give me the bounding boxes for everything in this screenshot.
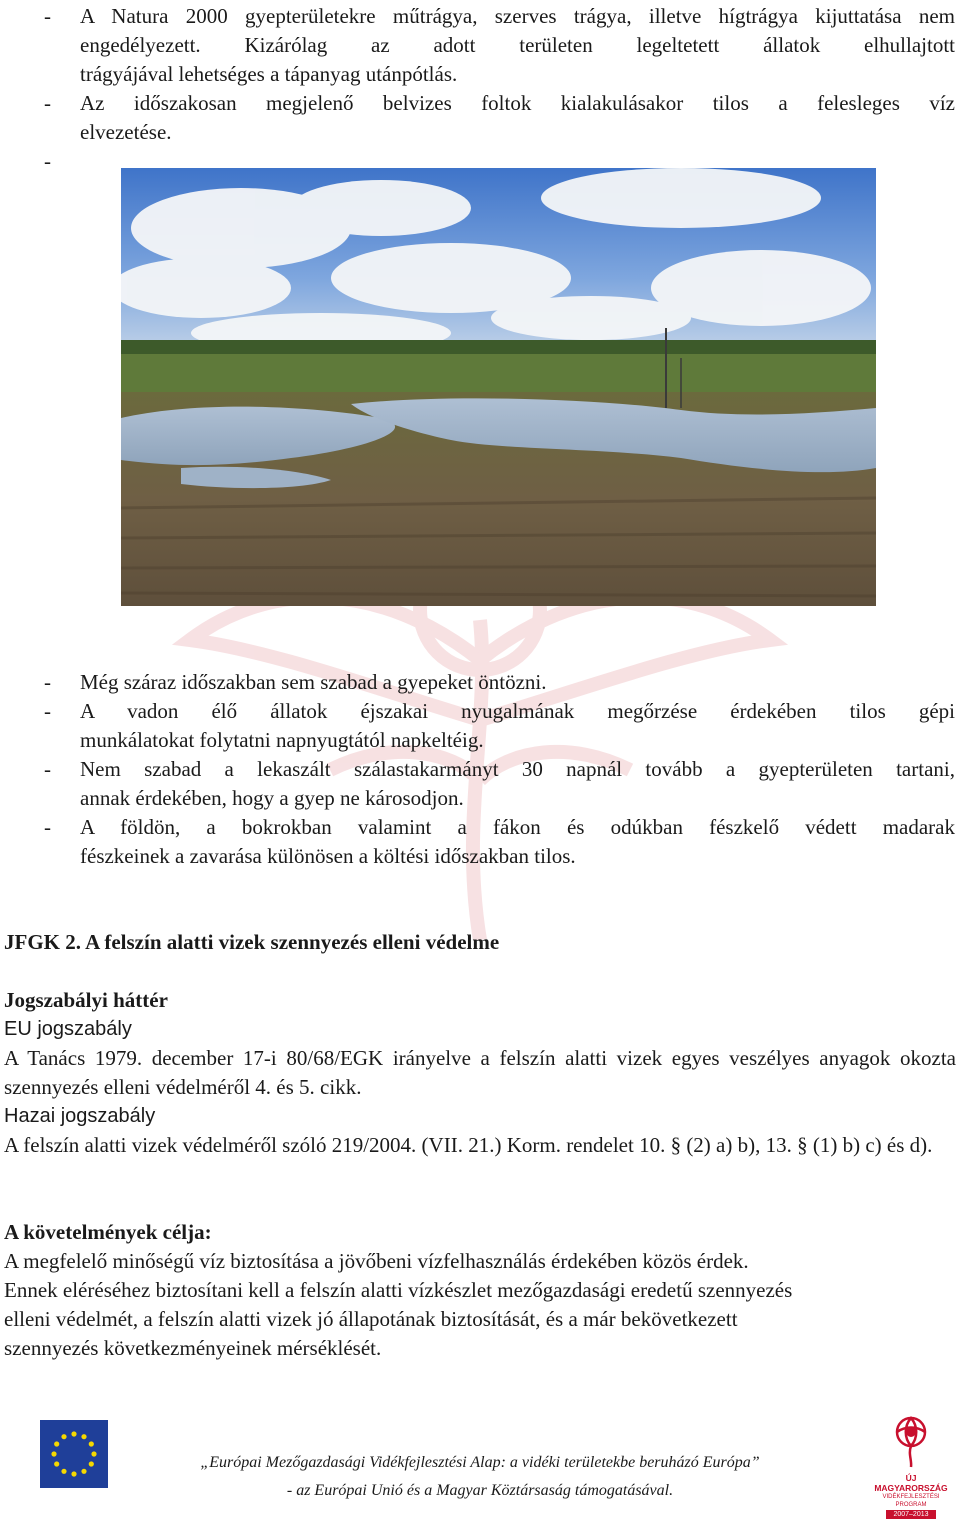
legal-background-heading: Jogszabályi háttér xyxy=(4,988,168,1012)
goal-heading: A követelmények célja: xyxy=(4,1220,212,1244)
goal-line: Ennek eléréséhez biztosítani kell a felszín alatti vízkészlet mezőgazdasági eredetű szennyezés xyxy=(4,1278,793,1302)
bullet-dash: - xyxy=(44,757,51,781)
bullet-text-line: trágyájával lehetséges a tápanyag utánpótlás. xyxy=(80,62,458,86)
wetland-landscape-photo xyxy=(121,168,876,606)
bullet-dash: - xyxy=(44,815,51,839)
bullet-text-line: annak érdekében, hogy a gyep ne károsodjon. xyxy=(80,786,464,810)
bullet-text-line: A Natura 2000 gyepterületekre műtrágya, szerves trágya, illetve hígtrágya kijuttatása nem engedélyezett. Kizárólag az adott területen legeltetett állatok elhullajtott xyxy=(80,4,955,57)
bullet-dash: - xyxy=(44,699,51,723)
bullet-text-line: fészkeinek a zavarása különösen a költési időszakban tilos. xyxy=(80,844,576,868)
bullet-dash: - xyxy=(44,91,51,115)
bullet-text-line: A földön, a bokrokban valamint a fákon és odúkban fészkelő védett madarak xyxy=(80,815,955,839)
bullet-text-line: Még száraz időszakban sem szabad a gyepeket öntözni. xyxy=(80,670,547,694)
bullet-text-line: Az időszakosan megjelenő belvizes foltok kialakulásakor tilos a felesleges víz xyxy=(80,91,955,115)
bullet-text-line: elvezetése. xyxy=(80,120,172,144)
goal-line: A megfelelő minőségű víz biztosítása a jövőbeni vízfelhasználás érdekében közös érdek. xyxy=(4,1249,749,1273)
bullet-dash: - xyxy=(44,670,51,694)
goal-line: elleni védelmét, a felszín alatti vizek jó állapotának biztosítását, és a már bekövetkezett xyxy=(4,1307,738,1331)
national-law-text: A felszín alatti vizek védelméről szóló 219/2004. (VII. 21.) Korm. rendelet 10. § (2) a) b), 13. § (1) b) c) és d). xyxy=(4,1133,933,1157)
section-title: JFGK 2. A felszín alatti vizek szennyezés elleni védelme xyxy=(4,930,500,954)
bullet-text-line: Nem szabad a lekaszált szálastakarmányt 30 napnál tovább a gyepterületen tartani, xyxy=(80,757,955,781)
red-flower-icon xyxy=(870,1410,952,1468)
bullet-text-line: A vadon élő állatok éjszakai nyugalmának megőrzése érdekében tilos gépi xyxy=(80,699,955,723)
logo-text-subtitle: VIDÉKFEJLESZTÉSI PROGRAM xyxy=(882,1494,940,1508)
eu-law-label: EU jogszabály xyxy=(4,1018,132,1040)
uj-magyarorszag-logo xyxy=(870,1410,952,1518)
footer-support-line: - az Európai Unió és a Magyar Köztársaság támogatásával. xyxy=(286,1482,674,1499)
bullet-dash: - xyxy=(44,4,51,28)
bullet-dash: - xyxy=(44,149,51,173)
goal-line: szennyezés következményeinek mérséklését. xyxy=(4,1336,382,1360)
bullet-text-line: munkálatokat folytatni napnyugtától napkeltéig. xyxy=(80,728,484,752)
eu-law-text: A Tanács 1979. december 17-i 80/68/EGK irányelve a felszín alatti vizek egyes veszélyes anyagok okozta szennyezés elleni védelméről 4. és 5. cikk. xyxy=(4,1046,956,1099)
logo-text-title: ÚJ MAGYARORSZÁG xyxy=(874,1473,948,1493)
national-law-label: Hazai jogszabály xyxy=(4,1105,156,1127)
logo-text-years: 2007–2013 xyxy=(886,1510,936,1519)
footer-slogan: „Európai Mezőgazdasági Vidékfejlesztési Alap: a vidéki területekbe beruházó Európa” xyxy=(200,1454,760,1471)
